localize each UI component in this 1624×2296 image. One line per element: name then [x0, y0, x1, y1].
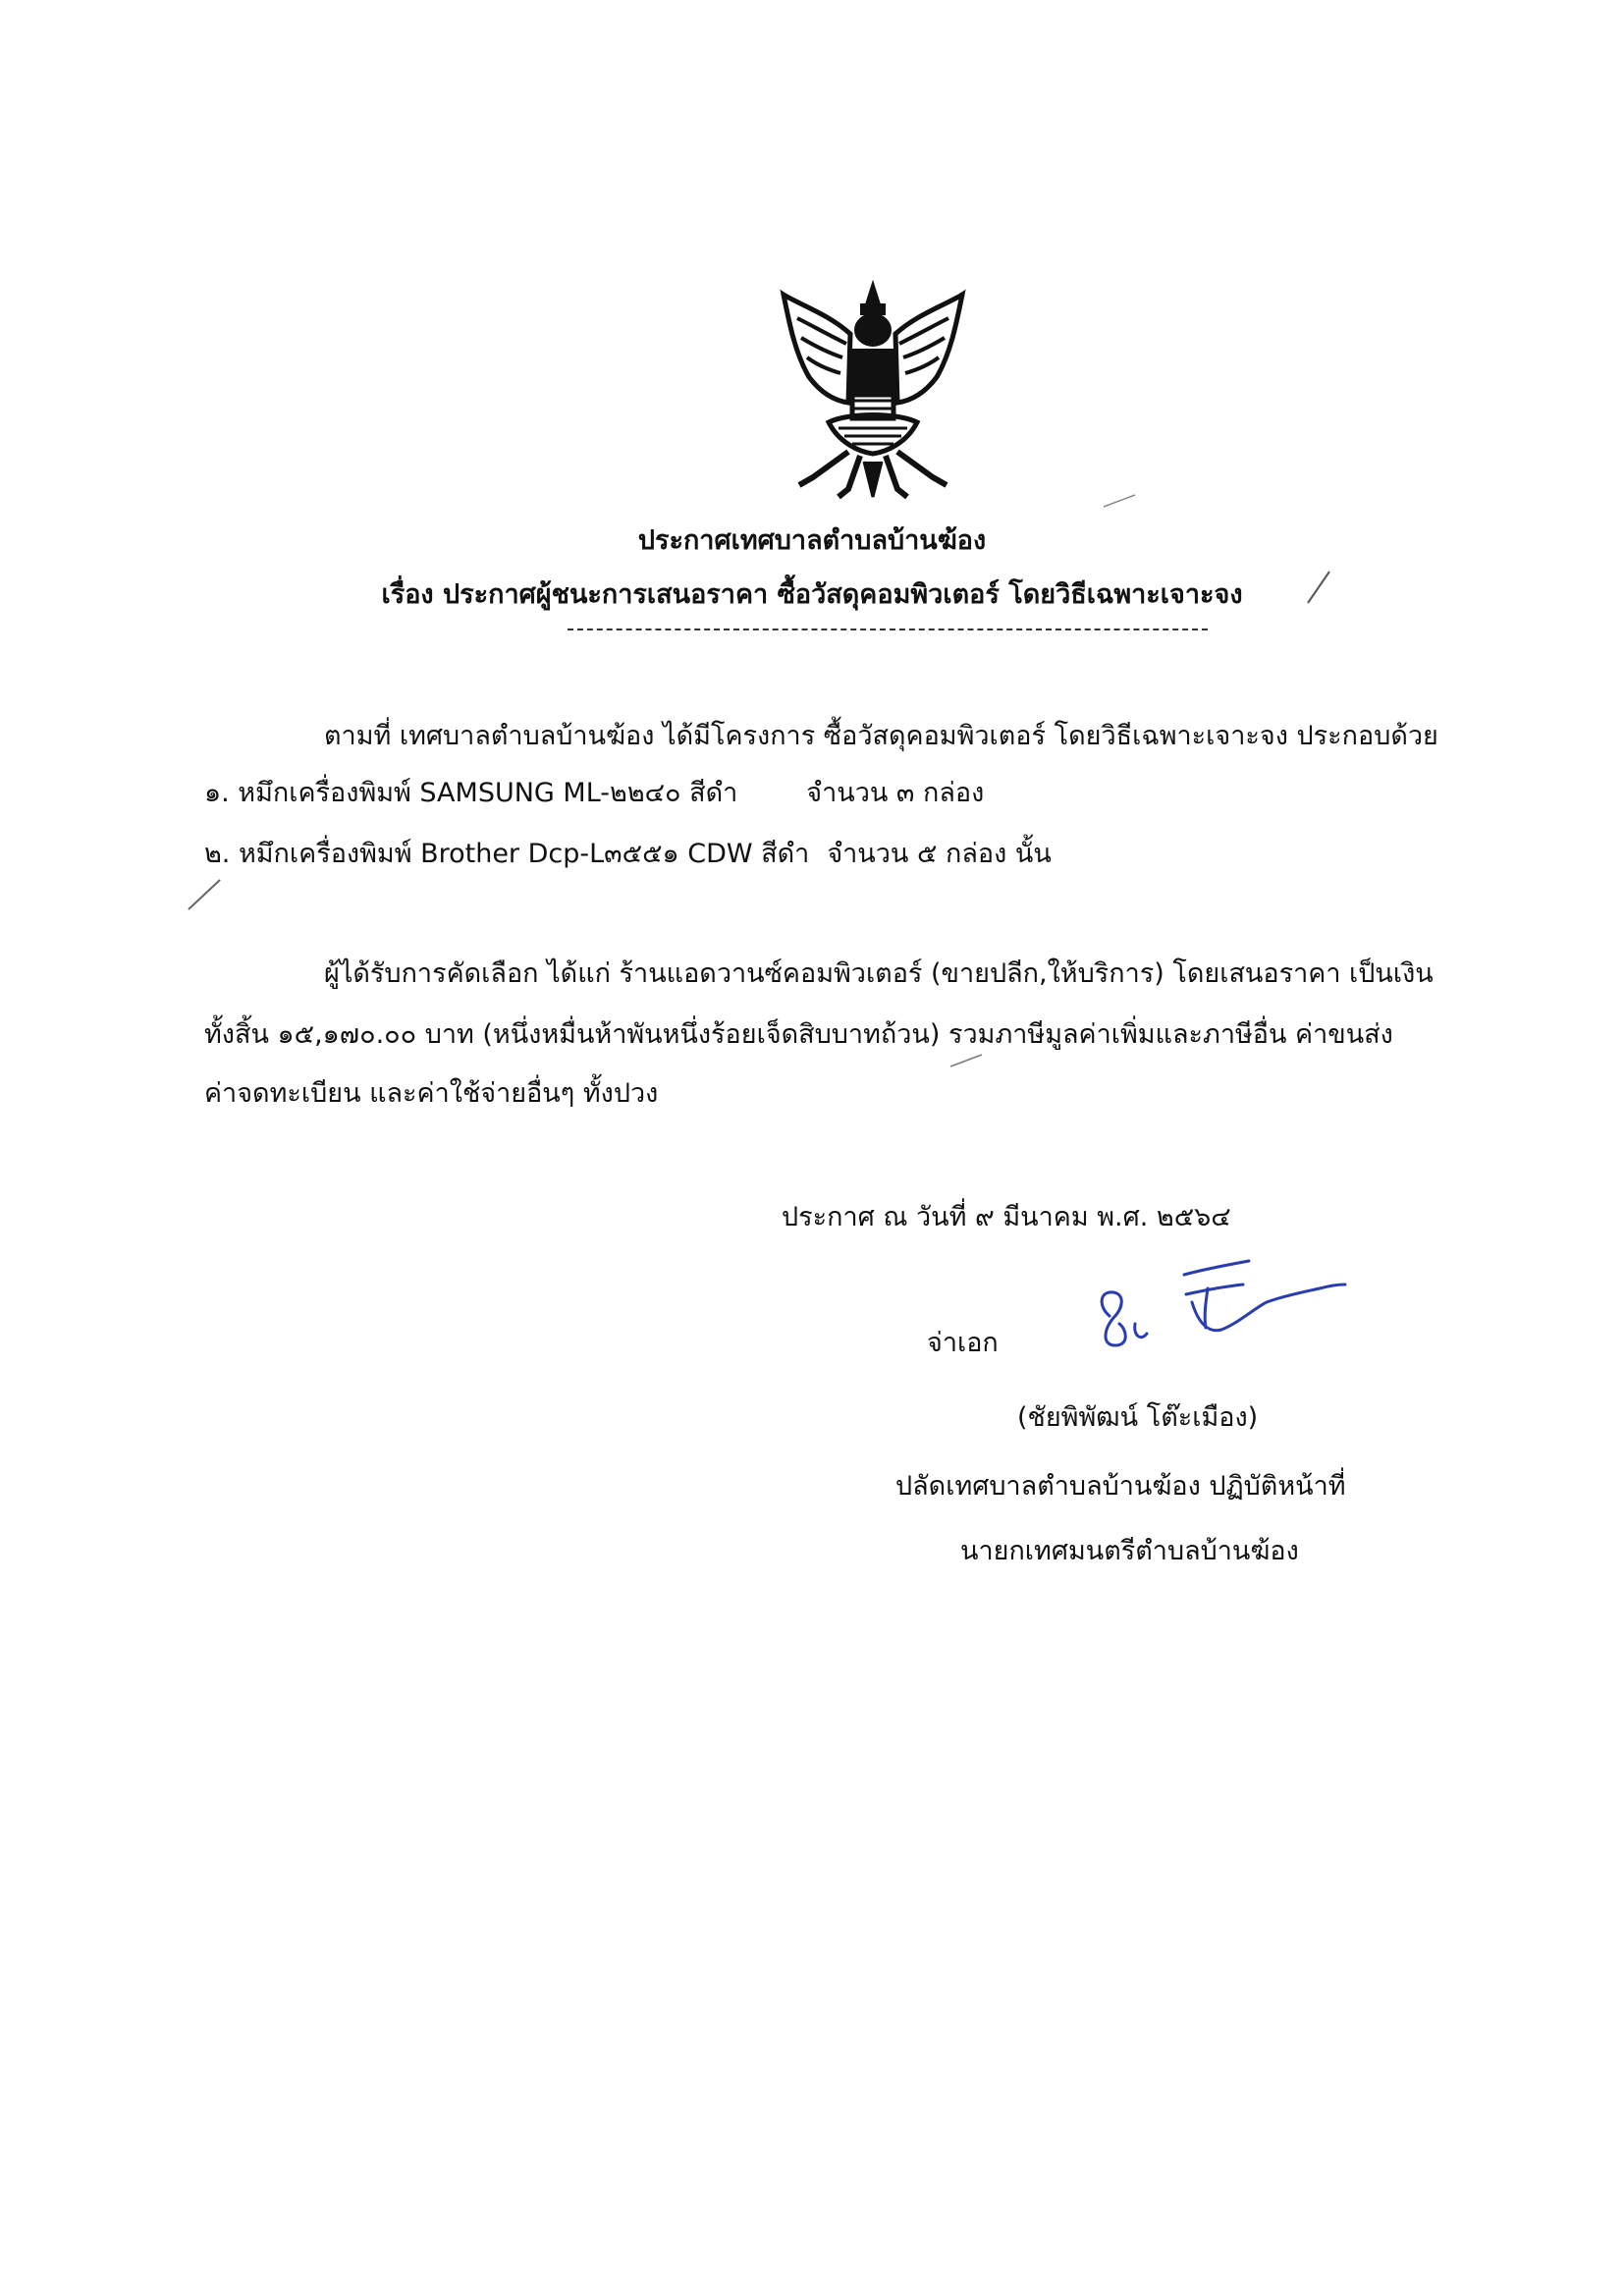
item-quantity: จำนวน ๓ กล่อง: [806, 778, 985, 808]
fees-line: ค่าจดทะเบียน และค่าใช้จ่ายอื่นๆ ทั้งปวง: [204, 1078, 659, 1109]
scan-mark: [947, 1051, 986, 1070]
list-item: [204, 776, 984, 811]
item-description: ๒. หมึกเครื่องพิมพ์ Brother Dcp-L๓๕๕๑ CDW สีดำ: [204, 839, 810, 869]
item-description: ๑. หมึกเครื่องพิมพ์ SAMSUNG ML-๒๒๔๐ สีดำ: [204, 778, 738, 808]
signer-position: ปลัดเทศบาลตำบลบ้านฆ้อง ปฏิบัติหน้าที่: [895, 1471, 1346, 1502]
title-separator: [568, 629, 1208, 630]
signer-rank: จ่าเอก: [927, 1328, 999, 1358]
scan-mark: [185, 874, 224, 913]
handwritten-signature: [1090, 1247, 1384, 1375]
garuda-emblem-icon: [770, 275, 976, 503]
scan-mark: [1100, 491, 1139, 511]
signer-acting-position: นายกเทศมนตรีตำบลบ้านฆ้อง: [960, 1536, 1299, 1566]
announcement-subject: เรื่อง ประกาศผู้ชนะการเสนอราคา ซื้อวัสดุคอมพิวเตอร์ โดยวิธีเฉพาะเจาะจง: [381, 579, 1243, 610]
item-quantity: จำนวน ๕ กล่อง นั้น: [827, 839, 1052, 869]
signer-name: (ชัยพิพัฒน์ โต๊ะเมือง): [1017, 1402, 1259, 1433]
scan-mark: [1304, 568, 1333, 607]
announcement-date: ประกาศ ณ วันที่ ๙ มีนาคม พ.ศ. ๒๕๖๔: [782, 1202, 1231, 1232]
amount-line: ทั้งสิ้น ๑๕,๑๗๐.๐๐ บาท (หนึ่งหมื่นห้าพันหนึ่งร้อยเจ็ดสิบบาทถ้วน) รวมภาษีมูลค่าเพิ่มและภาษีอื่น ค่าขนส่ง: [204, 1019, 1393, 1050]
list-item: [204, 837, 1052, 872]
winner-paragraph: ผู้ได้รับการคัดเลือก ได้แก่ ร้านแอดวานซ์คอมพิวเตอร์ (ขายปลีก,ให้บริการ) โดยเสนอราคา เป็นเงิน: [324, 958, 1434, 989]
intro-paragraph: ตามที่ เทศบาลตำบลบ้านฆ้อง ได้มีโครงการ ซื้อวัสดุคอมพิวเตอร์ โดยวิธีเฉพาะเจาะจง ประกอบด้วย: [324, 721, 1438, 751]
announcement-title: ประกาศเทศบาลตำบลบ้านฆ้อง: [637, 525, 987, 556]
